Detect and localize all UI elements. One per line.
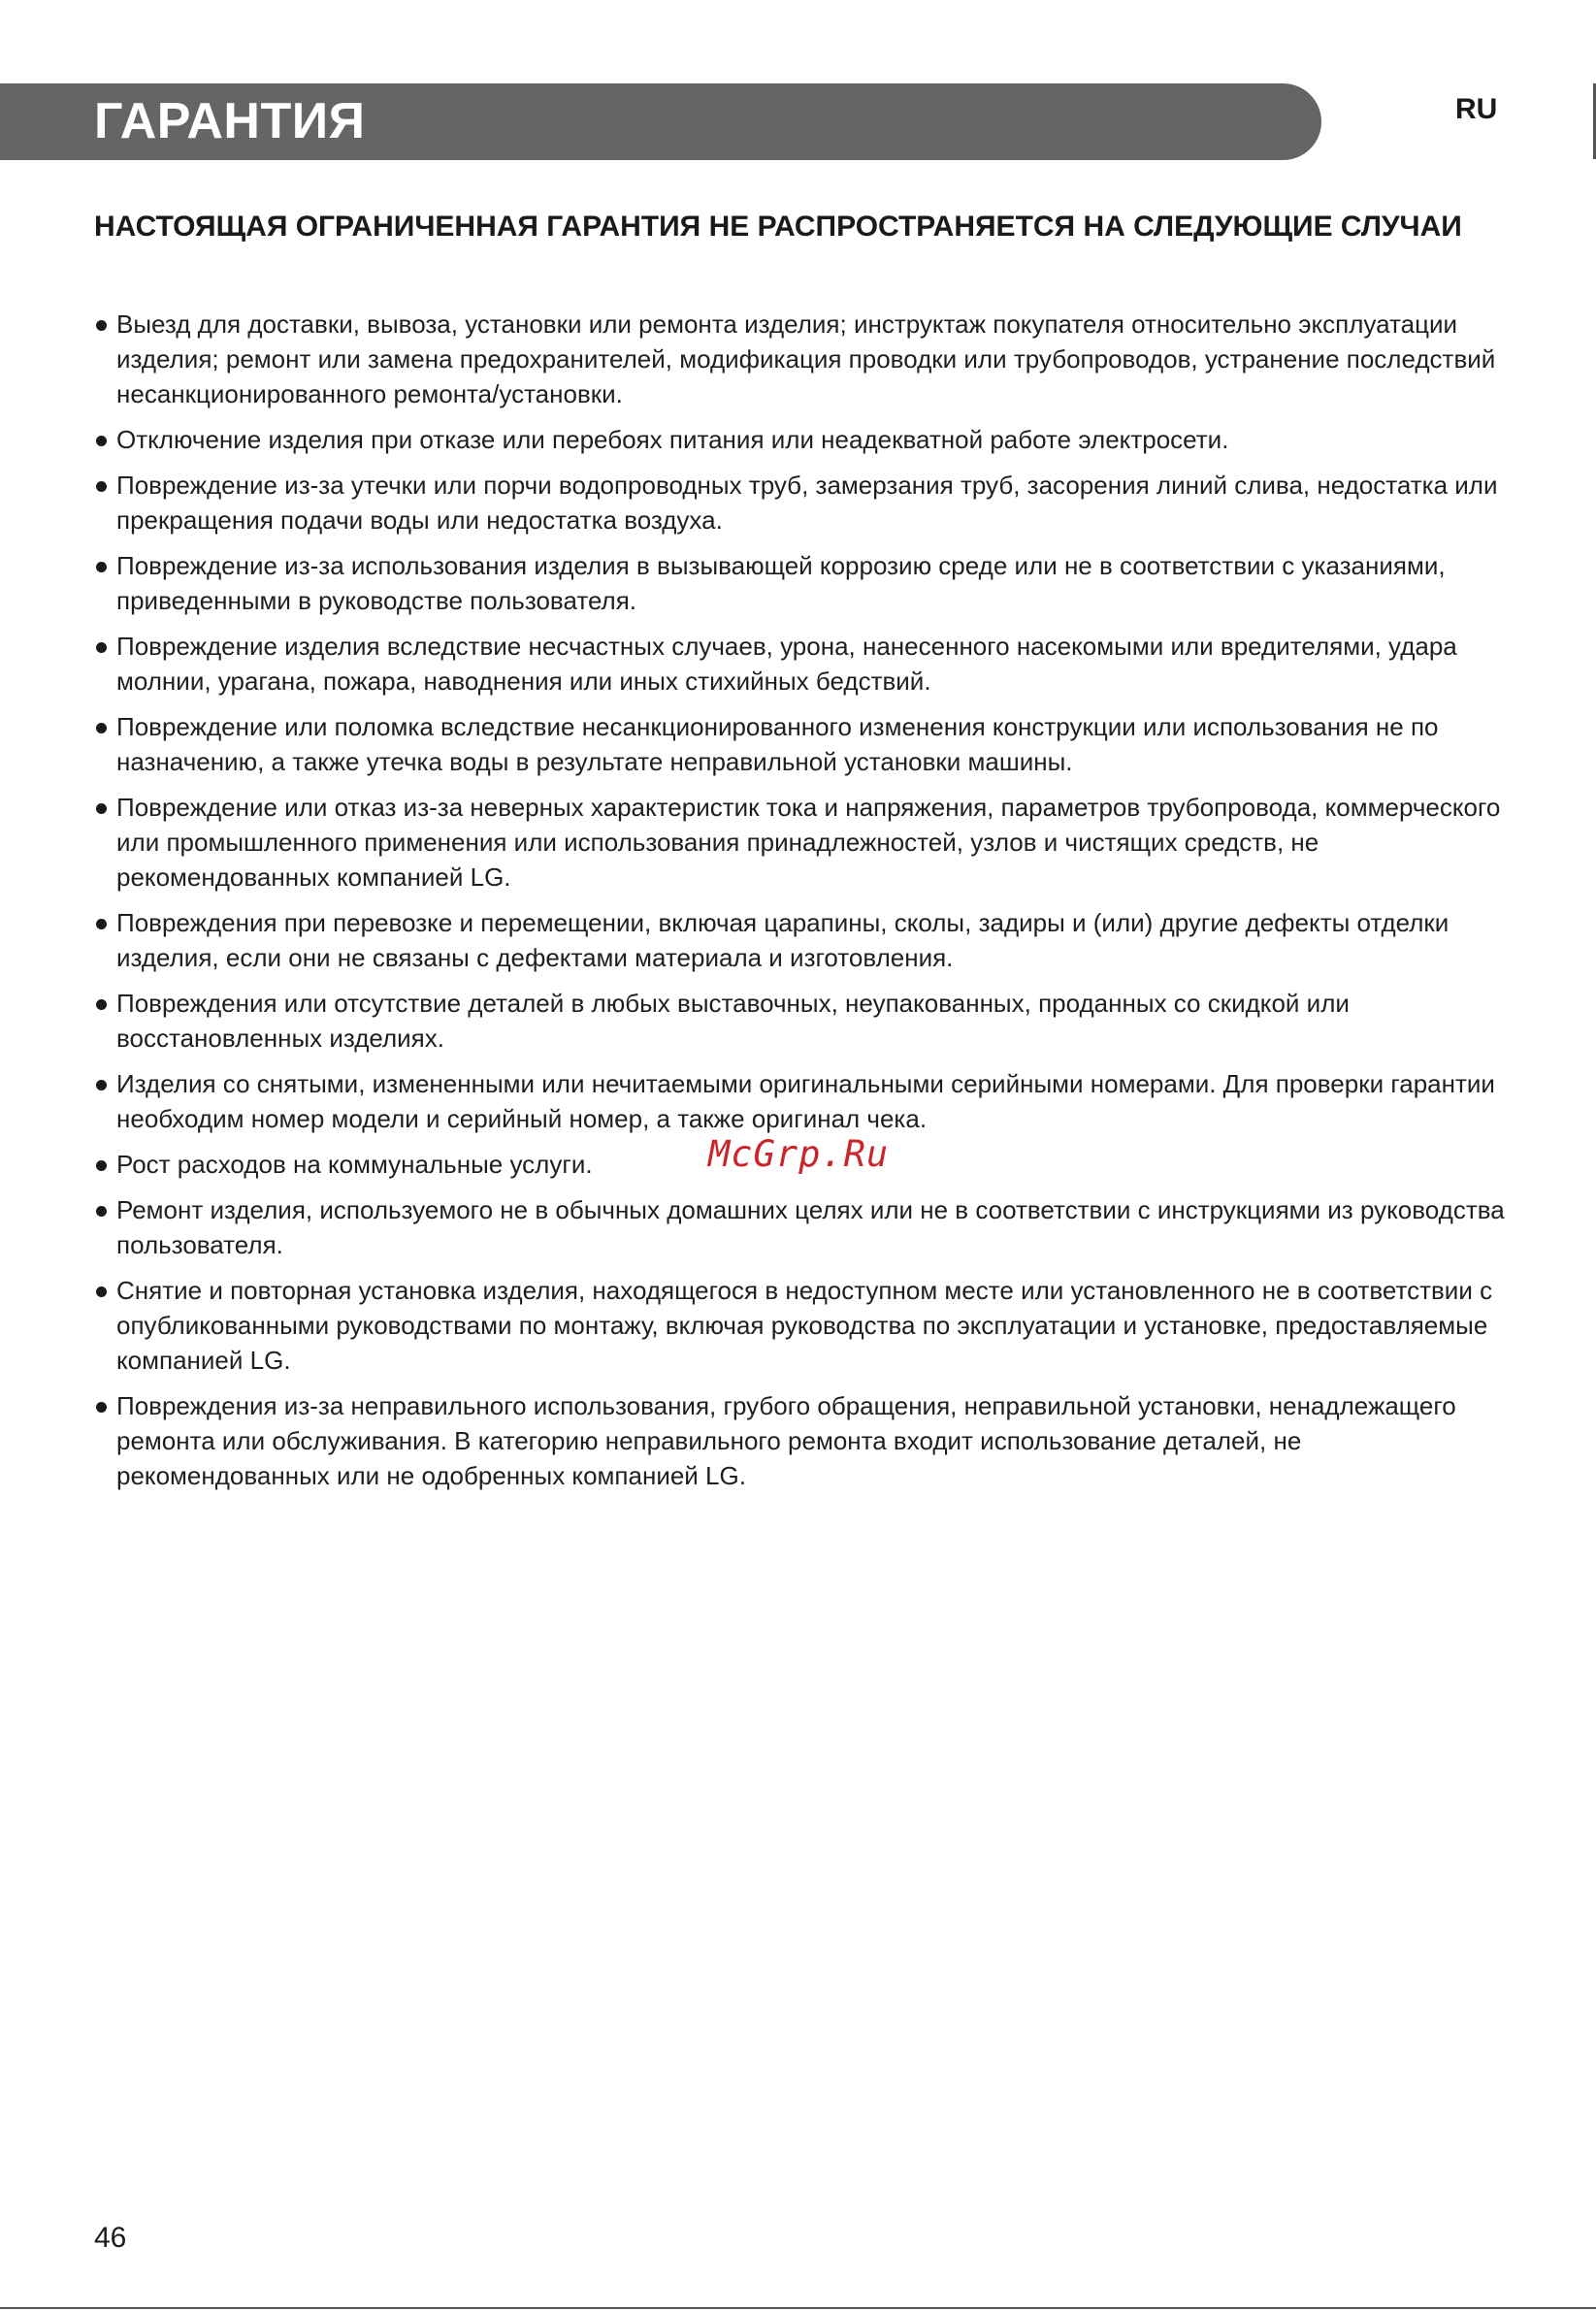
list-item-text: Повреждение изделия вследствие несчастных случаев, урона, нанесенного насекомыми или вредителями, удара молнии, урагана, пожара, наводнения или иных стихийных бедствий. [116,632,1457,696]
bullet-icon [96,436,107,446]
list-item-text: Повреждение или поломка вследствие несанкционированного изменения конструкции или использования не по назначению, а также утечка воды в результате неправильной установки машины. [116,712,1439,776]
bullet-icon [96,723,107,733]
bullet-icon [96,803,107,814]
list-item [94,548,1520,618]
bullet-icon [96,919,107,929]
list-item [94,905,1520,975]
list-item-text: Повреждение из-за утечки или порчи водопроводных труб, замерзания труб, засорения линий слива, недостатка или прекращения подачи воды или недостатка воздуха. [116,471,1498,535]
bullet-icon [96,481,107,492]
bullet-icon [96,642,107,653]
page-number: 46 [94,2222,127,2254]
list-item-text: Рост расходов на коммунальные услуги. [116,1150,593,1179]
section-heading: НАСТОЯЩАЯ ОГРАНИЧЕННАЯ ГАРАНТИЯ НЕ РАСПРОСТРАНЯЕТСЯ НА СЛЕДУЮЩИЕ СЛУЧАИ [94,211,1462,243]
list-item-text: Снятие и повторная установка изделия, находящегося в недоступном месте или установленного не в соответствии с опубликованными руководствами по монтажу, включая руководства по эксплуатации и установке, предоставляемые компанией LG. [116,1276,1493,1375]
exclusions-list [94,307,1520,1504]
bullet-icon [96,1080,107,1090]
bullet-icon [96,1286,107,1297]
list-item [94,790,1520,895]
bottom-rule [0,2307,1596,2309]
bullet-icon [96,562,107,572]
list-item [94,629,1520,699]
list-item-text: Выезд для доставки, вывоза, установки или ремонта изделия; инструктаж покупателя относительно эксплуатации изделия; ремонт или замена предохранителей, модификация проводки или трубопроводов, устранение последствий несанкционированного ремонта/установки. [116,309,1496,408]
language-code: RU [1455,93,1498,125]
list-item [94,1388,1520,1493]
list-item [94,1066,1520,1136]
list-item [94,1273,1520,1378]
list-item-text: Отключение изделия при отказе или перебоях питания или неадекватной работе электросети. [116,425,1229,454]
watermark: McGrp.Ru [708,1133,890,1175]
list-item [94,468,1520,537]
list-item [94,986,1520,1056]
list-item-text: Повреждения при перевозке и перемещении, включая царапины, сколы, задиры и (или) другие дефекты отделки изделия, если они не связаны с дефектами материала и изготовления. [116,908,1449,972]
bullet-icon [96,1402,107,1413]
list-item-text: Ремонт изделия, используемого не в обычных домашних целях или не в соответствии с инструкциями из руководства пользователя. [116,1195,1505,1259]
list-item-text: Повреждения из-за неправильного использования, грубого обращения, неправильной установки, ненадлежащего ремонта или обслуживания. В категорию неправильного ремонта входит использование деталей, не рекомендованных или не одобренных компанией LG. [116,1391,1456,1490]
bullet-icon [96,1160,107,1171]
header-bar [0,83,1321,160]
page-title: ГАРАНТИЯ [94,93,366,149]
list-item-text: Изделия со снятыми, измененными или нечитаемыми оригинальными серийными номерами. Для проверки гарантии необходим номер модели и серийный номер, а также оригинал чека. [116,1069,1495,1133]
list-item [94,307,1520,411]
list-item-text: Повреждения или отсутствие деталей в любых выставочных, неупакованных, проданных со скидкой или восстановленных изделиях. [116,989,1350,1053]
list-item [94,422,1520,457]
list-item-text: Повреждение из-за использования изделия в вызывающей коррозию среде или не в соответствии с указаниями, приведенными в руководстве пользователя. [116,551,1446,615]
list-item [94,1192,1520,1262]
bullet-icon [96,320,107,331]
list-item-text: Повреждение или отказ из-за неверных характеристик тока и напряжения, параметров трубопровода, коммерческого или промышленного применения или использования принадлежностей, узлов и чистящих средств, не рекомендованных компанией LG. [116,793,1501,892]
list-item [94,709,1520,779]
bullet-icon [96,1206,107,1217]
bullet-icon [96,999,107,1010]
